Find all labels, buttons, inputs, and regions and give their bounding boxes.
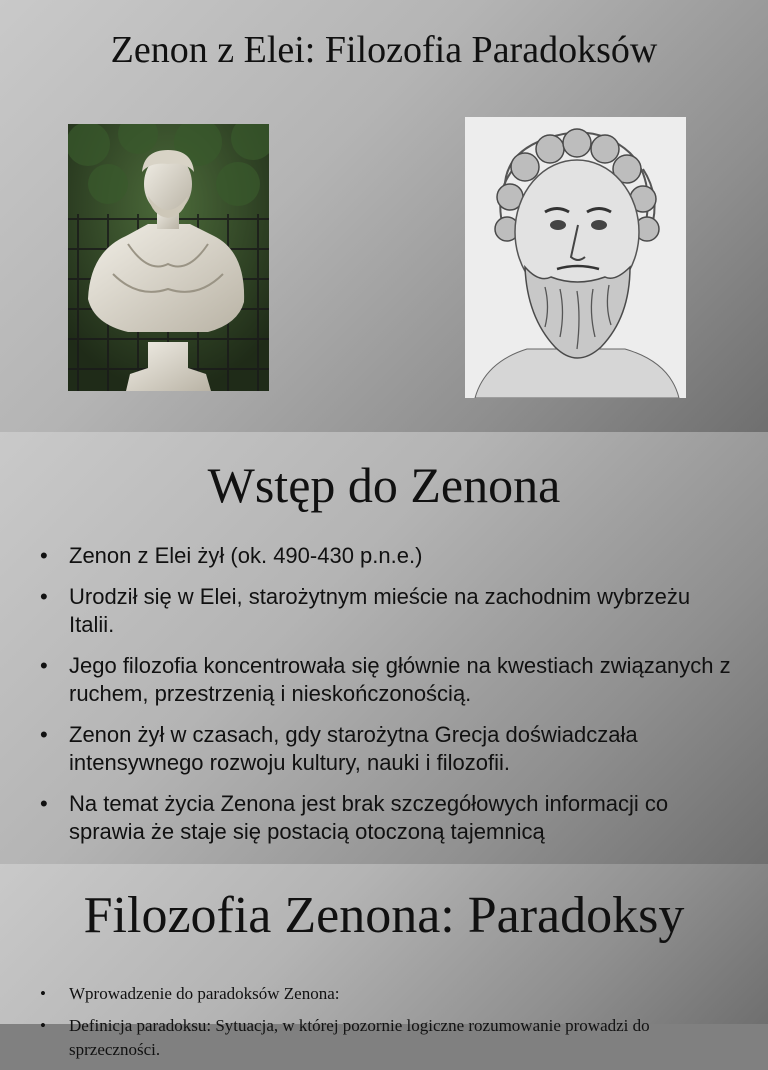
list-item: • Jego filozofia koncentrowała się głównie na kwestiach związanych z ruchem, przestrzenią i nieskończonością. [40,652,740,708]
slide-2-bullet-list [40,542,740,859]
list-item: • Zenon żył w czasach, gdy starożytna Grecja doświadczała intensywnego rozwoju kultury, nauki i filozofii. [40,721,740,777]
list-item: • Urodził się w Elei, starożytnym mieście na zachodnim wybrzeżu Italii. [40,583,740,639]
list-item: • Na temat życia Zenona jest brak szczegółowych informacji co sprawia że staje się postacią otoczoną tajemnicą [40,790,740,846]
slide-3-bullet-list [40,982,740,1070]
list-item: • Zenon z Elei żył (ok. 490-430 p.n.e.) [40,542,740,570]
list-item: • Wprowadzenie do paradoksów Zenona: [40,982,740,1006]
slide-1-title: Zenon z Elei: Filozofia Paradoksów [110,29,658,71]
list-item: • Definicja paradoksu: Sytuacja, w której pozornie logiczne rozumowanie prowadzi do sprzeczności. [40,1014,740,1062]
slide-2-title: Wstęp do Zenona [207,457,561,513]
marble-bust-photo [68,124,269,391]
engraved-portrait [465,117,686,398]
slide-3-title: Filozofia Zenona: Paradoksy [83,887,685,944]
